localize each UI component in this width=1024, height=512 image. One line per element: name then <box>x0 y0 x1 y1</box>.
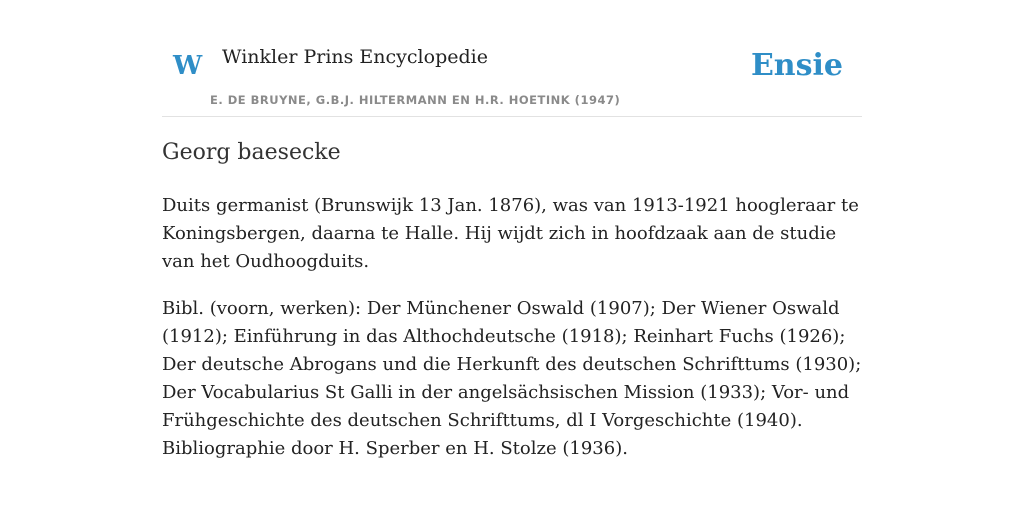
winkler-prins-logo-icon[interactable]: W <box>173 51 203 81</box>
bibliography-paragraph: Bibl. (voorn, werken): Der Münchener Oswald (1907); Der Wiener Oswald (1912); Einführung in das Althochdeutsche (1918); Reinhart Fuchs (1926); Der deutsche Abrogans und die Herkunft des deutschen Schrifttums (1930); Der Vocabularius St Galli in der angelsächsischen Mission (1933); Vor- und Frühgeschichte des deutschen Schrifttums, dl I Vorgeschichte (1940). Bibliographie door H. Sperber en H. Stolze (1936). <box>162 298 862 459</box>
article-title: Georg baesecke <box>162 140 341 165</box>
content-container <box>162 0 862 459</box>
publication-title[interactable]: Winkler Prins Encyclopedie <box>222 46 488 68</box>
publication-header <box>162 0 862 117</box>
article-paragraph: Duits germanist (Brunswijk 13 Jan. 1876), was van 1913-1921 hoogleraar te Koningsbergen, daarna te Halle. Hij wijdt zich in hoofdzaak aan de studie van het Oudhoogduits. <box>162 195 859 272</box>
ensie-brand-logo[interactable]: Ensie <box>750 48 843 83</box>
publication-authors: E. DE BRUYNE, G.B.J. HILTERMANN EN H.R. HOETINK (1947) <box>210 93 621 107</box>
